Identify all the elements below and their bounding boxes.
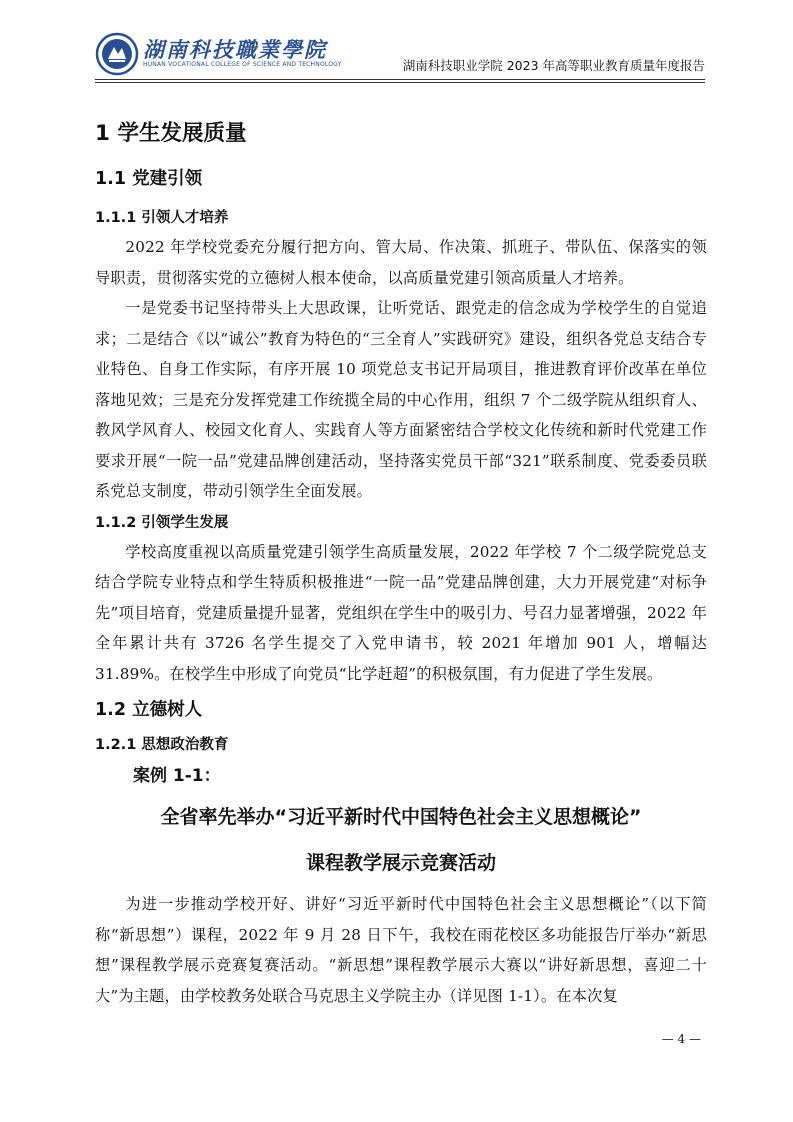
college-seal-icon [95, 32, 139, 76]
page-number: — 4 — [661, 1032, 701, 1046]
header-divider [95, 79, 705, 80]
case-label: 案例 1-1： [133, 766, 221, 786]
subsection-heading-talent: 1.1.1 引领人才培养 [95, 210, 229, 226]
section-heading-party: 1.1 党建引领 [95, 169, 203, 189]
brand-name: 湖南科技職業學院 [143, 37, 327, 62]
subsection-heading-students: 1.1.2 引领学生发展 [95, 514, 229, 531]
subsection-heading-ideology: 1.2.1 思想政治教育 [95, 737, 229, 753]
paragraph: 一是党委书记坚持带头上大思政课，让听党话、跟党走的信念成为学校学生的自觉追求；二是结合《以“诚公”教育为特色的“三全育人”实践研究》建设，组织各党总支结合专业特色、自身工作实际，有序开展 10 项党总支书记开局项目，推进教育评价改革在单位落地见效；三是充分发挥党建工作统揽全局的中心作用，组织 7 个二级学院从组织育人、教风学风育人、校园文化育人、实践育人等方面紧密结合学校文化传统和新时代党建工作要求开展“一院一品”党建品牌创建活动，坚持落实党员干部“321”联系制度、党委委员联系党总支制度，带动引领学生全面发展。 [95, 299, 707, 500]
case-title-line2: 课程教学展示竞赛活动 [305, 852, 496, 874]
report-title: 湖南科技职业学院 2023 年高等职业教育质量年度报告 [402, 58, 705, 73]
paragraph: 为进一步推动学校开好、讲好“习近平新时代中国特色社会主义思想概论”（以下简称“新思想”）课程，2022 年 9 月 28 日下午，我校在雨花校区多功能报告厅举办“新思想”课程教学展示竞赛复赛活动。“新思想”课程教学展示大赛以“讲好新思想，喜迎二十大”为主题，由学校教务处联合马克思主义学院主办（详见图 1-1）。在本次复 [95, 895, 707, 1005]
header-divider-thin [95, 82, 705, 83]
chapter-heading: 1 学生发展质量 [95, 121, 247, 146]
brand-name-english: HUNAN VOCATIONAL COLLEGE OF SCIENCE AND TECHNOLOGY [143, 61, 342, 68]
paragraph: 2022 年学校党委充分履行把方向、管大局、作决策、抓班子、带队伍、保落实的领导职责，贯彻落实党的立德树人根本使命，以高质量党建引领高质量人才培养。 [95, 238, 707, 287]
page-body [95, 118, 707, 1011]
paragraph: 学校高度重视以高质量党建引领学生高质量发展，2022 年学校 7 个二级学院党总支结合学院专业特点和学生特质积极推进“一院一品”党建品牌创建，大力开展党建“对标争先”项目培育，党建质量提升显著，党组织在学生中的吸引力、号召力显著增强，2022 年全年累计共有 3726 名学生提交了入党申请书，较 2021 年增加 901 人，增幅达 31.89%。在校学生中形成了向党员“比学赶超”的积极氛围，有力促进了学生发展。 [95, 542, 707, 683]
section-heading-morality: 1.2 立德树人 [95, 700, 203, 720]
page-header [95, 32, 705, 78]
case-title-line1: 全省率先举办“习近平新时代中国特色社会主义思想概论” [160, 806, 642, 828]
